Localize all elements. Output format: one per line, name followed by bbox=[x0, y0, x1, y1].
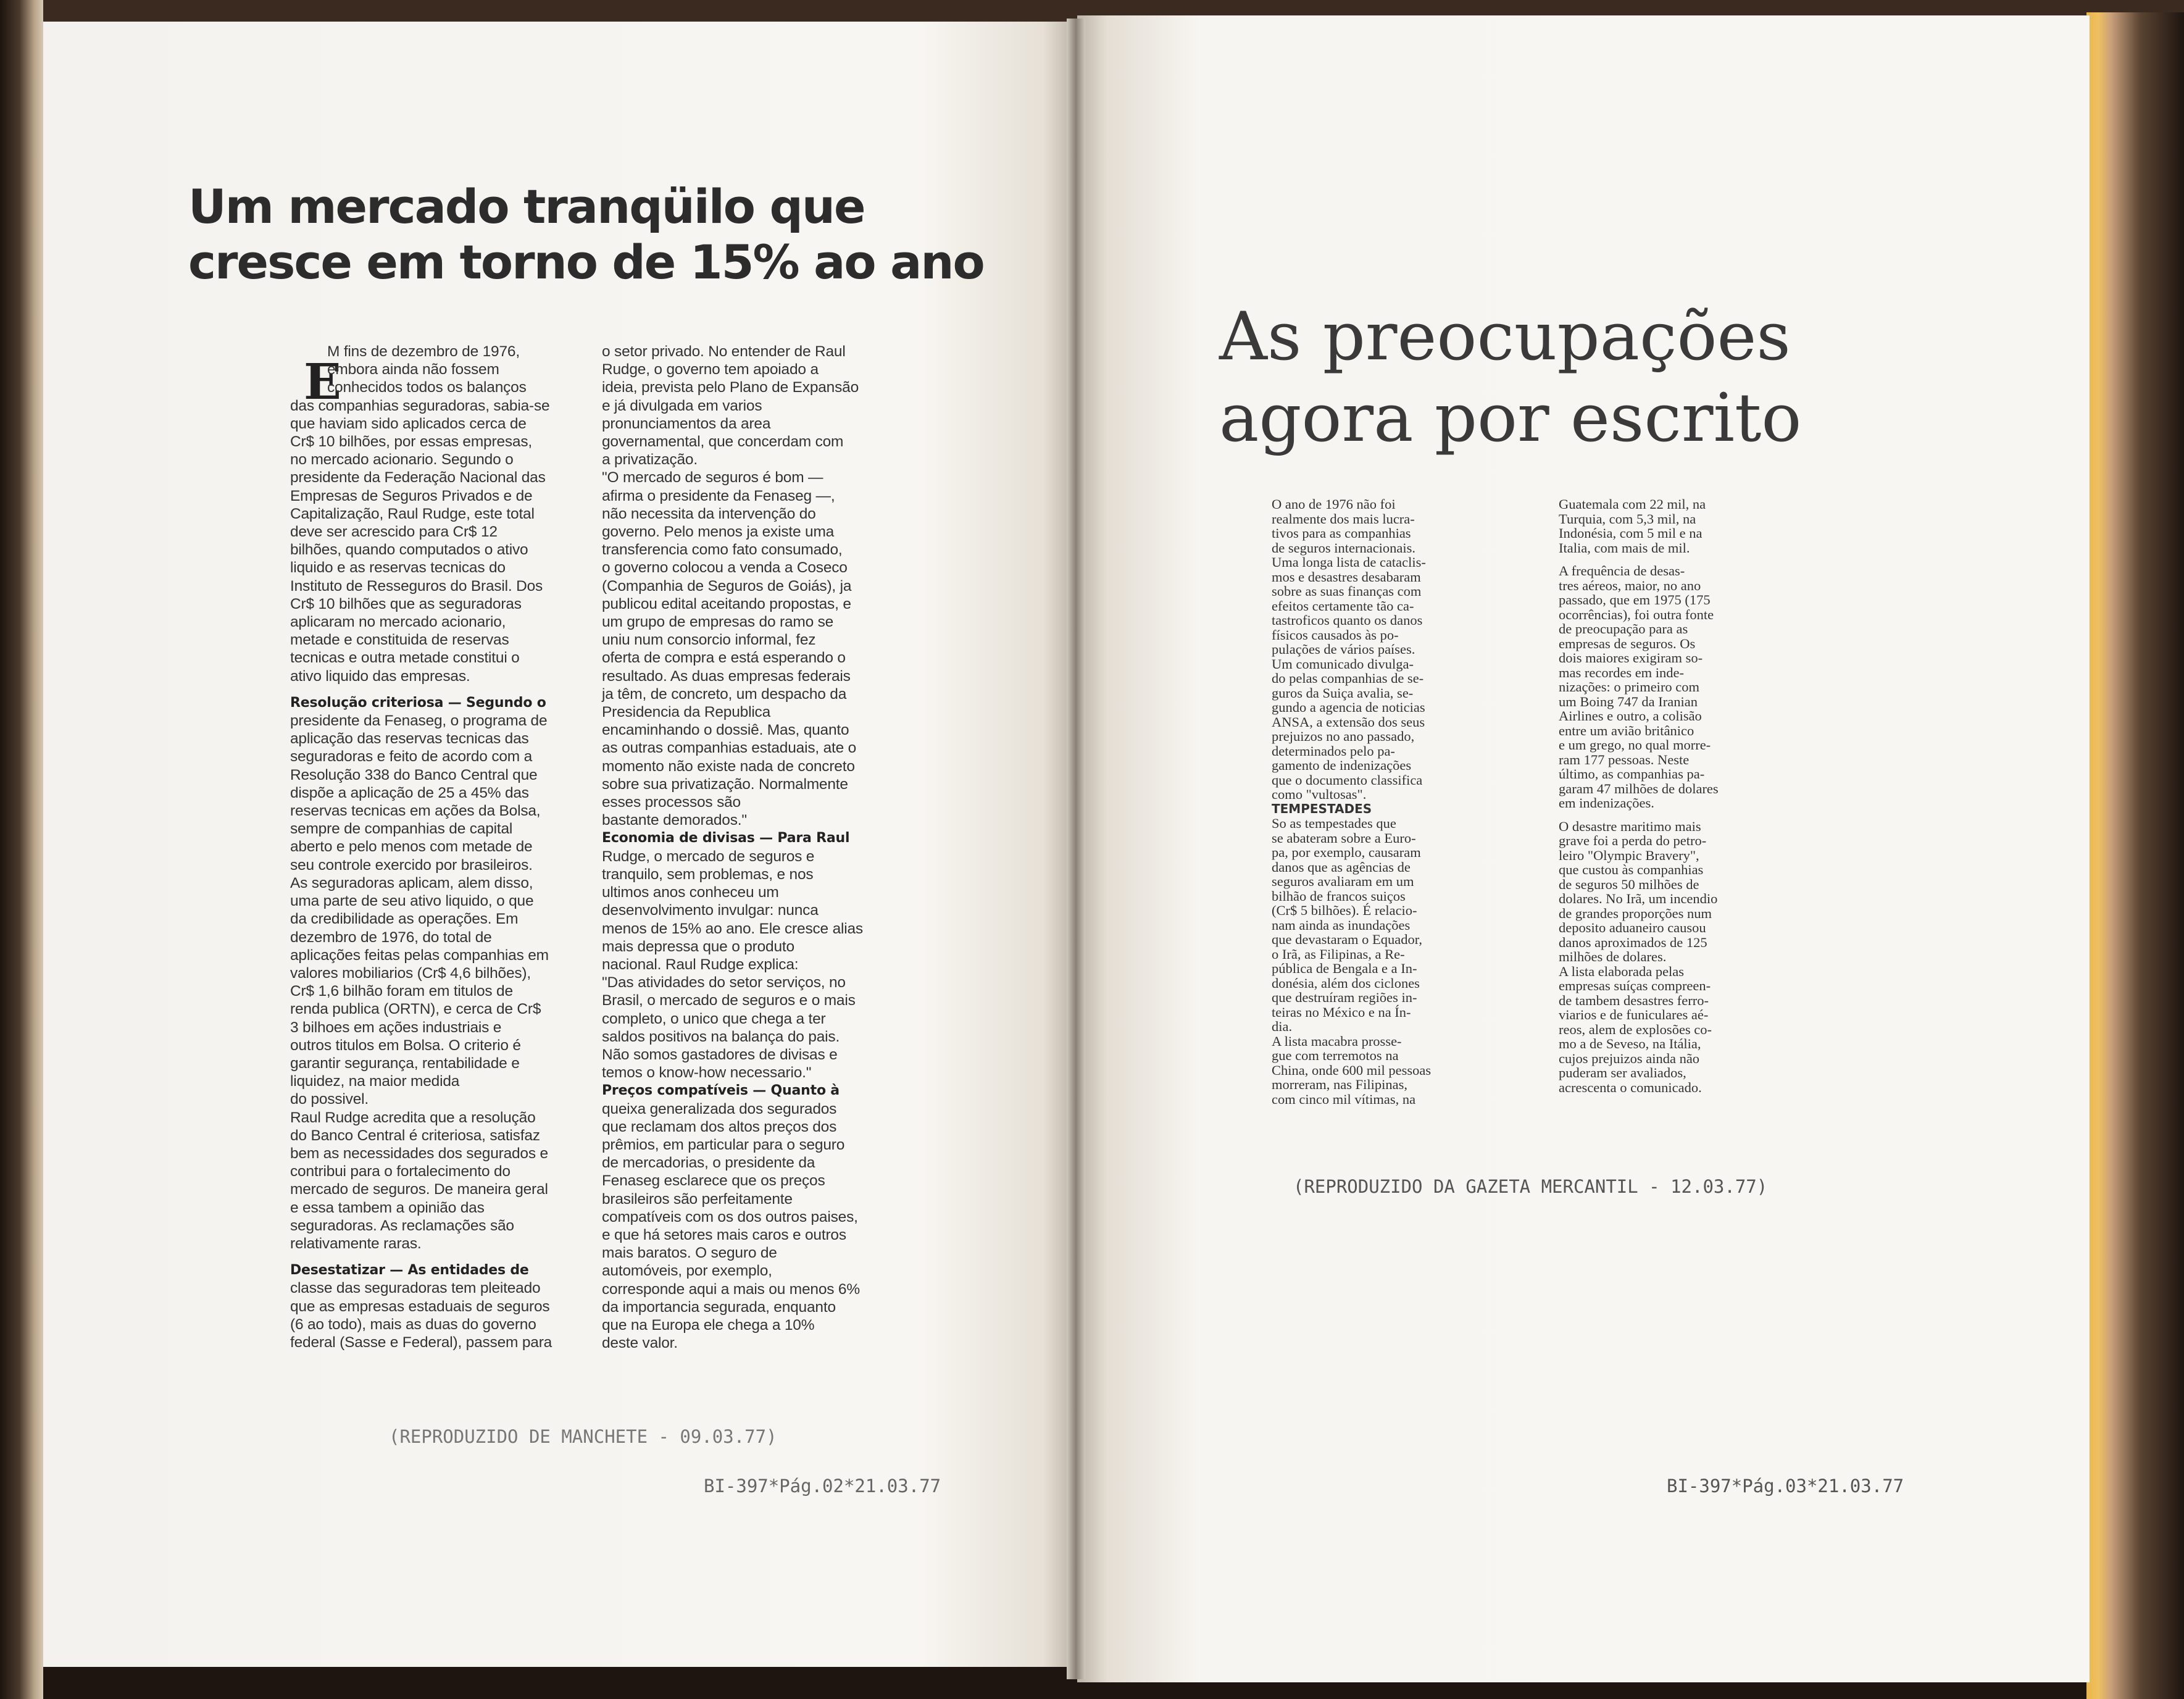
left-col2-line: resultado. As duas empresas federais bbox=[602, 667, 851, 685]
left-col2-line: "Das atividades do setor serviços, no bbox=[602, 974, 846, 991]
left-col2-line: Rudge, o governo tem apoiado a bbox=[602, 361, 819, 378]
left-page-number: BI-397*Pág.02*21.03.77 bbox=[704, 1476, 941, 1497]
left-col1-line: outros titulos em Bolsa. O criterio é bbox=[290, 1037, 521, 1054]
left-col1-line: do possivel. bbox=[290, 1091, 369, 1108]
left-col2-line: Presidencia da Republica bbox=[602, 704, 771, 721]
left-col1-line: renda publica (ORTN), e cerca de Cr$ bbox=[290, 1001, 541, 1018]
left-col1-line: garantir segurança, rentabilidade e bbox=[290, 1054, 520, 1072]
left-col1-line: Capitalização, Raul Rudge, este total bbox=[290, 505, 535, 522]
left-col1-line: (6 ao todo), mais as duas do governo bbox=[290, 1316, 536, 1333]
left-col2-line: bastante demorados." bbox=[602, 812, 747, 829]
left-col2-line: esses processos são bbox=[602, 794, 741, 811]
left-col2-line: não necessita da intervenção do bbox=[602, 505, 816, 522]
left-col2-line: e que há setores mais caros e outros bbox=[602, 1226, 846, 1243]
left-col1-line: valores mobiliarios (Cr$ 4,6 bilhões), bbox=[290, 964, 531, 982]
left-col2-line: e já divulgada em varios bbox=[602, 397, 762, 414]
left-col1-line: conhecidos todos os balanços bbox=[327, 379, 527, 396]
right-col1-line: o Irã, as Filipinas, a Re- bbox=[1272, 946, 1405, 962]
right-col1-line: bilhão de francos suiços bbox=[1272, 888, 1406, 904]
right-col1-line: sobre as suas finanças com bbox=[1272, 583, 1422, 599]
right-col2-line bbox=[1559, 811, 1765, 819]
left-col2-line: tranquilo, sem problemas, e nos bbox=[602, 866, 814, 883]
right-col1-line: guros da Suiça avalia, se- bbox=[1272, 685, 1414, 701]
right-col2-line: dolares. No Irã, um incendio bbox=[1559, 891, 1718, 906]
left-col1-line: das companhias seguradoras, sabia-se bbox=[290, 397, 550, 414]
left-col2-line: governamental, que concerdam com bbox=[602, 433, 844, 451]
left-col2-line: o setor privado. No entender de Raul bbox=[602, 343, 846, 360]
left-col1-line: Cr$ 1,6 bilhão foram em titulos de bbox=[290, 983, 513, 1000]
left-col1-line: liquidez, na maior medida bbox=[290, 1073, 460, 1090]
left-col2-line: uniu num consorcio informal, fez bbox=[602, 632, 816, 649]
right-col2-line: e um grego, no qual morre- bbox=[1559, 737, 1711, 753]
gutter bbox=[1067, 19, 1085, 1679]
left-col2-line: Não somos gastadores de divisas e bbox=[602, 1046, 838, 1063]
right-col2-line: empresas suíças compreen- bbox=[1559, 978, 1711, 993]
left-col2-line: mais baratos. O seguro de bbox=[602, 1245, 777, 1262]
right-col1-line: nam ainda as inundações bbox=[1272, 917, 1411, 933]
left-col2-line: Preços compatíveis — Quanto à bbox=[602, 1083, 840, 1099]
left-col1-line: Empresas de Seguros Privados e de bbox=[290, 487, 533, 504]
right-col2-line: puderam ser avaliados, bbox=[1559, 1065, 1686, 1080]
left-col1-line: aplicações feitas pelas companhias em bbox=[290, 946, 549, 964]
right-col1-line: TEMPESTADES bbox=[1272, 801, 1372, 816]
right-col2-line: leiro "Olympic Bravery", bbox=[1559, 847, 1699, 863]
left-col2-line: afirma o presidente da Fenaseg —, bbox=[602, 487, 835, 504]
right-col1-line: do pelas companhias de se- bbox=[1272, 670, 1424, 686]
left-col2-line: Brasil, o mercado de seguros e o mais bbox=[602, 992, 856, 1009]
right-col1-line: seguros avaliaram em um bbox=[1272, 874, 1414, 889]
right-col1-line: pulações de vários países. bbox=[1272, 641, 1415, 657]
book-edge-left bbox=[0, 0, 43, 1699]
right-col2-line: reos, alem de explosões co- bbox=[1559, 1021, 1712, 1037]
right-col1-line: efeitos certamente tão ca- bbox=[1272, 598, 1414, 614]
left-col1-line: presidente da Federação Nacional das bbox=[290, 469, 546, 486]
left-col1-line: aberto e pelo menos com metade de bbox=[290, 838, 533, 856]
left-article-column-1 bbox=[290, 343, 580, 1351]
right-col1-line: dia. bbox=[1272, 1019, 1293, 1034]
left-col2-line: as outras companhias estaduais, ate o bbox=[602, 740, 857, 757]
left-col2-line: desenvolvimento invulgar: nunca bbox=[602, 902, 819, 919]
left-col1-line: aplicaram no mercado acionario, bbox=[290, 614, 506, 631]
left-col2-line: nacional. Raul Rudge explica: bbox=[602, 956, 799, 973]
right-col1-line: determinados pelo pa- bbox=[1272, 743, 1395, 759]
right-col1-line: tastroficos quanto os danos bbox=[1272, 612, 1423, 628]
right-col1-line: China, onde 600 mil pessoas bbox=[1272, 1062, 1432, 1078]
right-col2-line bbox=[1559, 555, 1765, 564]
right-col1-line: pa, por exemplo, causaram bbox=[1272, 845, 1421, 860]
right-col2-line: cujos prejuizos ainda não bbox=[1559, 1050, 1700, 1066]
left-col2-line: prêmios, em particular para o seguro bbox=[602, 1136, 845, 1153]
right-col2-line: danos aproximados de 125 bbox=[1559, 934, 1707, 950]
left-col2-line: o governo colocou a venda a Coseco bbox=[602, 559, 848, 577]
left-col2-line: ultimos anos conheceu um bbox=[602, 884, 779, 901]
left-col2-line: de mercadorias, o presidente da bbox=[602, 1154, 815, 1172]
right-headline-line-2: agora por escrito bbox=[1219, 380, 1802, 457]
right-col1-line: com cinco mil vítimas, na bbox=[1272, 1091, 1416, 1107]
left-col1-line: ativo liquido das empresas. bbox=[290, 667, 470, 685]
right-col1-line: danos que as agências de bbox=[1272, 859, 1411, 875]
left-col1-line: Cr$ 10 bilhões que as seguradoras bbox=[290, 595, 522, 612]
right-col2-line: Guatemala com 22 mil, na bbox=[1559, 496, 1706, 512]
right-col2-line: de grandes proporções num bbox=[1559, 905, 1712, 921]
left-col2-line: deste valor. bbox=[602, 1335, 678, 1352]
right-col2-line: tres aéreos, maior, no ano bbox=[1559, 577, 1701, 593]
left-article-column-2 bbox=[602, 343, 892, 1352]
left-col2-line: que reclamam dos altos preços dos bbox=[602, 1118, 837, 1135]
right-col2-line: Turquia, com 5,3 mil, na bbox=[1559, 511, 1696, 527]
right-col1-line: So as tempestades que bbox=[1272, 816, 1396, 831]
left-col1-line: seguradoras. As reclamações são bbox=[290, 1217, 514, 1234]
right-col2-line: de seguros 50 milhões de bbox=[1559, 876, 1699, 892]
right-col2-line: mo a de Seveso, na Itália, bbox=[1559, 1036, 1701, 1051]
left-col1-line: bilhões, quando computados o ativo bbox=[290, 541, 528, 559]
left-col2-line: Rudge, o mercado de seguros e bbox=[602, 848, 815, 865]
right-col2-line: dois maiores exigiram so- bbox=[1559, 650, 1703, 666]
right-col1-line: gundo a agencia de noticias bbox=[1272, 699, 1425, 715]
drop-cap: E bbox=[304, 353, 341, 411]
right-col2-line: viarios e de funiculares aé- bbox=[1559, 1007, 1709, 1022]
left-col2-line: saldos positivos na balança do pais. bbox=[602, 1028, 840, 1045]
right-col2-line: entre um avião britânico bbox=[1559, 722, 1694, 738]
left-col1-line: bem as necessidades dos segurados e bbox=[290, 1145, 548, 1162]
left-col1-line: Instituto de Resseguros do Brasil. Dos bbox=[290, 577, 543, 595]
left-col1-line: Raul Rudge acredita que a resolução bbox=[290, 1109, 536, 1126]
left-col1-line: no mercado acionario. Segundo o bbox=[290, 451, 514, 469]
left-col2-line: automóveis, por exemplo, bbox=[602, 1263, 772, 1280]
left-col2-line: menos de 15% ao ano. Ele cresce alias bbox=[602, 920, 863, 937]
right-col2-line: Airlines e outro, a colisão bbox=[1559, 708, 1702, 724]
right-col2-line: Indonésia, com 5 mil e na bbox=[1559, 525, 1703, 541]
left-col2-line: compatíveis com os dos outros paises, bbox=[602, 1208, 858, 1225]
right-col1-line: se abateram sobre a Euro- bbox=[1272, 830, 1416, 846]
left-headline bbox=[188, 179, 1052, 290]
left-col1-line: deve ser acrescido para Cr$ 12 bbox=[290, 524, 498, 541]
right-col2-line: de preocupação para as bbox=[1559, 621, 1688, 637]
right-col1-line: (Cr$ 5 bilhões). É relacio- bbox=[1272, 903, 1417, 918]
left-col1-line: M fins de dezembro de 1976, bbox=[327, 343, 520, 360]
right-col2-line: milhões de dolares. bbox=[1559, 949, 1667, 964]
left-col1-line: contribui para o fortalecimento do bbox=[290, 1163, 511, 1180]
right-col2-line: ram 177 pessoas. Neste bbox=[1559, 751, 1690, 767]
right-col2-line: deposito aduaneiro causou bbox=[1559, 920, 1706, 935]
right-col2-line: em indenizações. bbox=[1559, 795, 1654, 811]
left-col2-line: brasileiros são perfeitamente bbox=[602, 1190, 793, 1208]
left-col1-line: presidente da Fenaseg, o programa de bbox=[290, 712, 548, 730]
left-col1-line: da credibilidade as operações. Em bbox=[290, 911, 519, 928]
right-col1-line: Um comunicado divulga- bbox=[1272, 656, 1414, 672]
left-col1-line: 3 bilhoes em ações industriais e bbox=[290, 1019, 502, 1036]
right-col2-line: empresas de seguros. Os bbox=[1559, 635, 1696, 651]
left-col2-line: publicou edital aceitando propostas, e bbox=[602, 595, 851, 612]
left-col2-line: (Companhia de Seguros de Goiás), ja bbox=[602, 577, 852, 595]
right-col1-line: gamento de indenizações bbox=[1272, 758, 1412, 773]
right-col1-line: pública de Bengala e a In- bbox=[1272, 961, 1417, 976]
right-col2-line: O desastre maritimo mais bbox=[1559, 818, 1701, 834]
left-col2-line: oferta de compra e está esperando o bbox=[602, 649, 846, 667]
right-col1-line: mos e desastres desabaram bbox=[1272, 569, 1421, 585]
right-headline-line-1: As preocupações bbox=[1219, 298, 1791, 375]
right-col1-line: tivos para as companhias bbox=[1272, 525, 1411, 541]
right-col2-line: A frequência de desas- bbox=[1559, 563, 1685, 578]
right-col1-line: que o documento classifica bbox=[1272, 772, 1423, 788]
right-col1-line: Uma longa lista de cataclis- bbox=[1272, 554, 1426, 570]
left-col1-line bbox=[290, 685, 580, 694]
left-col2-line: "O mercado de seguros é bom — bbox=[602, 469, 823, 486]
left-col1-line: classe das seguradoras tem pleiteado bbox=[290, 1280, 541, 1297]
left-col1-line: sempre de companhias de capital bbox=[290, 820, 513, 838]
right-col1-line: O ano de 1976 não foi bbox=[1272, 496, 1396, 512]
right-col2-line: de tambem desastres ferro- bbox=[1559, 992, 1709, 1008]
left-col1-line: Cr$ 10 bilhões, por essas empresas, bbox=[290, 433, 532, 451]
right-col1-line: gue com terremotos na bbox=[1272, 1048, 1399, 1063]
left-col1-line: seu controle exercido por brasileiros. bbox=[290, 856, 533, 874]
left-col2-line: ideia, prevista pelo Plano de Expansão bbox=[602, 379, 859, 396]
left-col1-line: uma parte de seu ativo liquido, o que bbox=[290, 893, 534, 910]
right-col2-line: passado, que em 1975 (175 bbox=[1559, 592, 1711, 607]
left-col1-line: mercado de seguros. De maneira geral bbox=[290, 1181, 548, 1198]
left-col1-line: embora ainda não fossem bbox=[327, 361, 499, 378]
right-col2-line: mas recordes em inde- bbox=[1559, 664, 1685, 680]
left-col2-line: mais depressa que o produto bbox=[602, 938, 794, 955]
left-col1-line bbox=[290, 1253, 580, 1261]
left-col1-line: relativamente raras. bbox=[290, 1235, 422, 1252]
right-col2-line: que custou às companhias bbox=[1559, 862, 1704, 877]
left-col2-line: encaminhando o dossiê. Mas, quanto bbox=[602, 722, 849, 739]
left-col2-line: Economia de divisas — Para Raul bbox=[602, 830, 850, 846]
left-col1-line: reservas tecnicas em ações da Bolsa, bbox=[290, 803, 541, 820]
left-col1-line: aplicação das reservas tecnicas das bbox=[290, 730, 529, 748]
left-col1-line: seguradoras e feito de acordo com a bbox=[290, 748, 533, 766]
right-col2-line: Italia, com mais de mil. bbox=[1559, 540, 1690, 556]
left-col2-line: a privatização. bbox=[602, 451, 698, 469]
right-col1-line: prejuizos no ano passado, bbox=[1272, 728, 1415, 744]
left-col1-line: Resolução criteriosa — Segundo o bbox=[290, 695, 546, 711]
right-col1-line: que devastaram o Equador, bbox=[1272, 932, 1423, 947]
right-col2-line: garam 47 milhões de dolares bbox=[1559, 780, 1719, 796]
right-article-column-1 bbox=[1272, 497, 1478, 1106]
left-col2-line: sobre sua privatização. Normalmente bbox=[602, 775, 848, 793]
right-col2-line: nizações: o primeiro com bbox=[1559, 679, 1700, 695]
left-col2-line: ja têm, de concreto, um despacho da bbox=[602, 685, 847, 703]
left-col1-line: dispõe a aplicação de 25 a 45% das bbox=[290, 784, 529, 801]
left-col2-line: que na Europa ele chega a 10% bbox=[602, 1316, 815, 1334]
left-headline-line-1: Um mercado tranqüilo que bbox=[188, 179, 865, 234]
left-col1-line: As seguradoras aplicam, alem disso, bbox=[290, 874, 533, 891]
left-col2-line: governo. Pelo menos ja existe uma bbox=[602, 524, 835, 541]
left-col2-line: temos o know-how necessario." bbox=[602, 1064, 812, 1082]
left-col1-line: do Banco Central é criteriosa, satisfaz bbox=[290, 1127, 540, 1144]
right-col2-line: ocorrências), foi outra fonte bbox=[1559, 606, 1714, 622]
left-col1-line: liquido e as reservas tecnicas do bbox=[290, 559, 506, 577]
left-col1-line: tecnicas e outra metade constitui o bbox=[290, 649, 520, 667]
right-source-credit: (REPRODUZIDO DA GAZETA MERCANTIL - 12.03.77) bbox=[1293, 1176, 1768, 1197]
left-col2-line: pronunciamentos da area bbox=[602, 415, 771, 432]
right-article-column-2 bbox=[1559, 497, 1765, 1095]
left-col2-line: Fenaseg esclarece que os preços bbox=[602, 1172, 825, 1190]
left-col2-line: queixa generalizada dos segurados bbox=[602, 1100, 837, 1117]
right-col1-line: morreram, nas Filipinas, bbox=[1272, 1077, 1407, 1092]
book-edge-right bbox=[2086, 12, 2184, 1699]
left-source-credit: (REPRODUZIDO DE MANCHETE - 09.03.77) bbox=[389, 1426, 777, 1447]
left-col2-line: um grupo de empresas do ramo se bbox=[602, 614, 834, 631]
right-col1-line: teiras no México e na Ín- bbox=[1272, 1004, 1411, 1020]
left-col1-line: Resolução 338 do Banco Central que bbox=[290, 766, 538, 783]
right-col1-line: realmente dos mais lucra- bbox=[1272, 511, 1415, 527]
right-col1-line: A lista macabra prosse- bbox=[1272, 1033, 1402, 1049]
right-col2-line: A lista elaborada pelas bbox=[1559, 963, 1685, 979]
left-col1-line: Desestatizar — As entidades de bbox=[290, 1263, 529, 1279]
right-col1-line: como "vultosas". bbox=[1272, 787, 1367, 802]
right-col2-line: último, as companhias pa- bbox=[1559, 766, 1705, 782]
left-col1-line: e essa tambem a opinião das bbox=[290, 1199, 485, 1216]
left-col1-line: que as empresas estaduais de seguros bbox=[290, 1298, 550, 1315]
right-headline bbox=[1219, 296, 1836, 459]
right-col2-line: um Boing 747 da Iranian bbox=[1559, 693, 1698, 709]
left-headline-line-2: cresce em torno de 15% ao ano bbox=[188, 235, 984, 290]
left-col2-line: da importancia segurada, enquanto bbox=[602, 1298, 836, 1316]
left-col1-line: que haviam sido aplicados cerca de bbox=[290, 415, 527, 432]
left-col2-line: corresponde aqui a mais ou menos 6% bbox=[602, 1280, 860, 1298]
right-col1-line: ANSA, a extensão dos seus bbox=[1272, 714, 1425, 730]
left-col1-line: dezembro de 1976, do total de bbox=[290, 929, 492, 946]
left-col1-line: metade e constituida de reservas bbox=[290, 632, 509, 649]
left-col2-line: momento não existe nada de concreto bbox=[602, 758, 855, 775]
right-col1-line: que destruíram regiões in- bbox=[1272, 990, 1417, 1005]
right-col1-line: físicos causados às po- bbox=[1272, 627, 1399, 643]
right-col2-line: acrescenta o comunicado. bbox=[1559, 1079, 1702, 1095]
right-col1-line: de seguros internacionais. bbox=[1272, 540, 1416, 556]
right-page-number: BI-397*Pág.03*21.03.77 bbox=[1667, 1476, 1904, 1497]
left-col1-line: federal (Sasse e Federal), passem para bbox=[290, 1334, 552, 1351]
left-col2-line: completo, o unico que chega a ter bbox=[602, 1010, 826, 1027]
left-col2-line: transferencia como fato consumado, bbox=[602, 541, 843, 559]
right-col2-line: grave foi a perda do petro- bbox=[1559, 833, 1707, 848]
right-col1-line: donésia, além dos ciclones bbox=[1272, 975, 1420, 991]
